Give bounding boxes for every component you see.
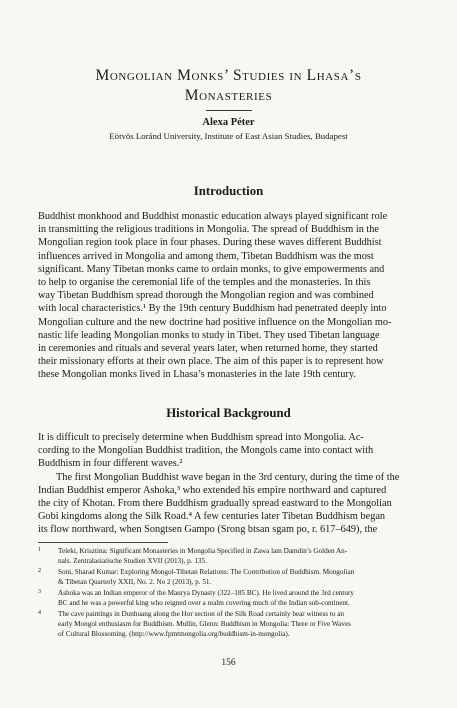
- footnote-line: The cave paintings in Dunhuang along the Hor section of the Silk Road certainly bear witness to an: [58, 610, 345, 618]
- author-affiliation: Eötvös Loránd University, Institute of East Asian Studies, Budapest: [109, 131, 348, 141]
- footnotes: [38, 546, 420, 640]
- footnote-separator: [38, 542, 168, 543]
- footnote-line: early Mongol enthusiasm for Buddhism. Mullin, Glenn: Buddhism in Mongolia: Three or Five Waves: [58, 620, 351, 629]
- footnote-line: of Cultural Blossoming. (http://www.fpmtmongolia.org/buddhism-in-mongolia).: [58, 630, 290, 639]
- paragraph-line: their missionary efforts at their own place. The aim of this paper is to represent how: [38, 356, 384, 368]
- page-number: 156: [221, 658, 236, 668]
- historical-background-paragraph-2: [38, 471, 420, 537]
- paragraph-line: Mongolian culture and the new doctrine had positive influence on the Mongolian mo-: [38, 316, 392, 328]
- author-name: Alexa Péter: [202, 117, 255, 128]
- article-title-line-1: Mongolian Monks’ Studies in Lhasa’s: [95, 67, 362, 84]
- paragraph-line: the city of Khotan. From there Buddhism gradually spread eastward to the Mongolian: [38, 497, 392, 509]
- paragraph-line: Gobi kingdoms along the Silk Road.⁴ A few centuries later Tibetan Buddhism began: [38, 511, 386, 523]
- paragraph-line: nastic life leading Mongolian monks to study in Tibet. They used Tibetan language: [38, 329, 380, 341]
- paragraph-line: these Mongolian monks lived in Lhasa’s monasteries in the late 19th century.: [38, 369, 356, 381]
- paragraph-line: Mongolian region took place in four phases. During these waves different Buddhist: [38, 237, 382, 249]
- introduction-paragraph: [38, 210, 420, 381]
- footnote-line: BC and he was a powerful king who reigned over a realm covering much of the Indian sub-continent.: [58, 599, 350, 608]
- article-title: [40, 66, 417, 106]
- title-divider: [206, 110, 252, 111]
- footnote-1: [38, 546, 420, 566]
- paragraph-line: in transmitting the religious traditions in Mongolia. The spread of Buddhism in the: [38, 224, 379, 236]
- paragraph-line: Buddhist monkhood and Buddhist monastic education always played significant role: [38, 211, 388, 222]
- footnote-3: [38, 588, 420, 608]
- paragraph-line: in ceremonies and rituals and several years later, when returned home, they started: [38, 342, 378, 354]
- paragraph-line: its flow northward, when Songtsen Gampo (Srong btsan sgam po, r. 617–649), the: [38, 524, 378, 536]
- footnote-number: 2: [38, 568, 41, 574]
- paragraph-line: The first Mongolian Buddhist wave began in the 3rd century, during the time of the: [56, 471, 400, 483]
- footnote-number: 1: [38, 547, 41, 553]
- paragraph-line: Buddhism in four different waves.²: [38, 458, 183, 470]
- paragraph-line: Indian Buddhist emperor Ashoka,³ who extended his empire northward and captured: [38, 484, 387, 496]
- section-heading-introduction: Introduction: [193, 184, 264, 198]
- footnote-line: Soni, Sharad Kumar: Exploring Mongol-Tibetan Relations: The Contribution of Buddhism. Mongolian: [58, 568, 355, 576]
- paragraph-line: significant. Many Tibetan monks came to ordain monks, to give empowerments and: [38, 263, 385, 275]
- article-title-line-2: Monasteries: [184, 87, 273, 104]
- paragraph-line: It is difficult to precisely determine when Buddhism spread into Mongolia. Ac-: [38, 432, 364, 443]
- paragraph-line: to help to organise the ceremonial life of the temples and the monasteries. In this: [38, 276, 371, 288]
- paragraph-line: influences arrived in Mongolia and among them, Tibetan Buddhism was the most: [38, 250, 374, 262]
- footnote-line: nals. Zentralasiatische Studien XVII (2013), p. 135.: [58, 557, 207, 566]
- paragraph-line: with local characteristics.¹ By the 19th century Buddhism had penetrated deeply into: [38, 303, 387, 315]
- paragraph-line: cording to the Mongolian Buddhist tradition, the Mongols came into contact with: [38, 445, 374, 457]
- footnote-number: 3: [38, 589, 41, 595]
- footnote-line: Teleki, Krisztina: Significant Monasteries in Mongolia Specified in Zawa lam Damdin’s Golden An-: [58, 547, 348, 555]
- section-heading-historical-background: Historical Background: [166, 406, 291, 420]
- footnote-line: Ashoka was an Indian emperor of the Maurya Dynasty (322–185 BC). He lived around the 3rd century: [58, 589, 355, 597]
- footnote-line: & Tibetan Quarterly XXII, No. 2. No 2 (2013), p. 51.: [58, 578, 212, 587]
- footnote-4: [38, 609, 420, 640]
- footnote-number: 4: [38, 610, 41, 616]
- footnote-2: [38, 567, 420, 587]
- historical-background-paragraph-1: [38, 431, 420, 471]
- paragraph-line: way Tibetan Buddhism spread thorough the Mongolian region and was combined: [38, 290, 374, 302]
